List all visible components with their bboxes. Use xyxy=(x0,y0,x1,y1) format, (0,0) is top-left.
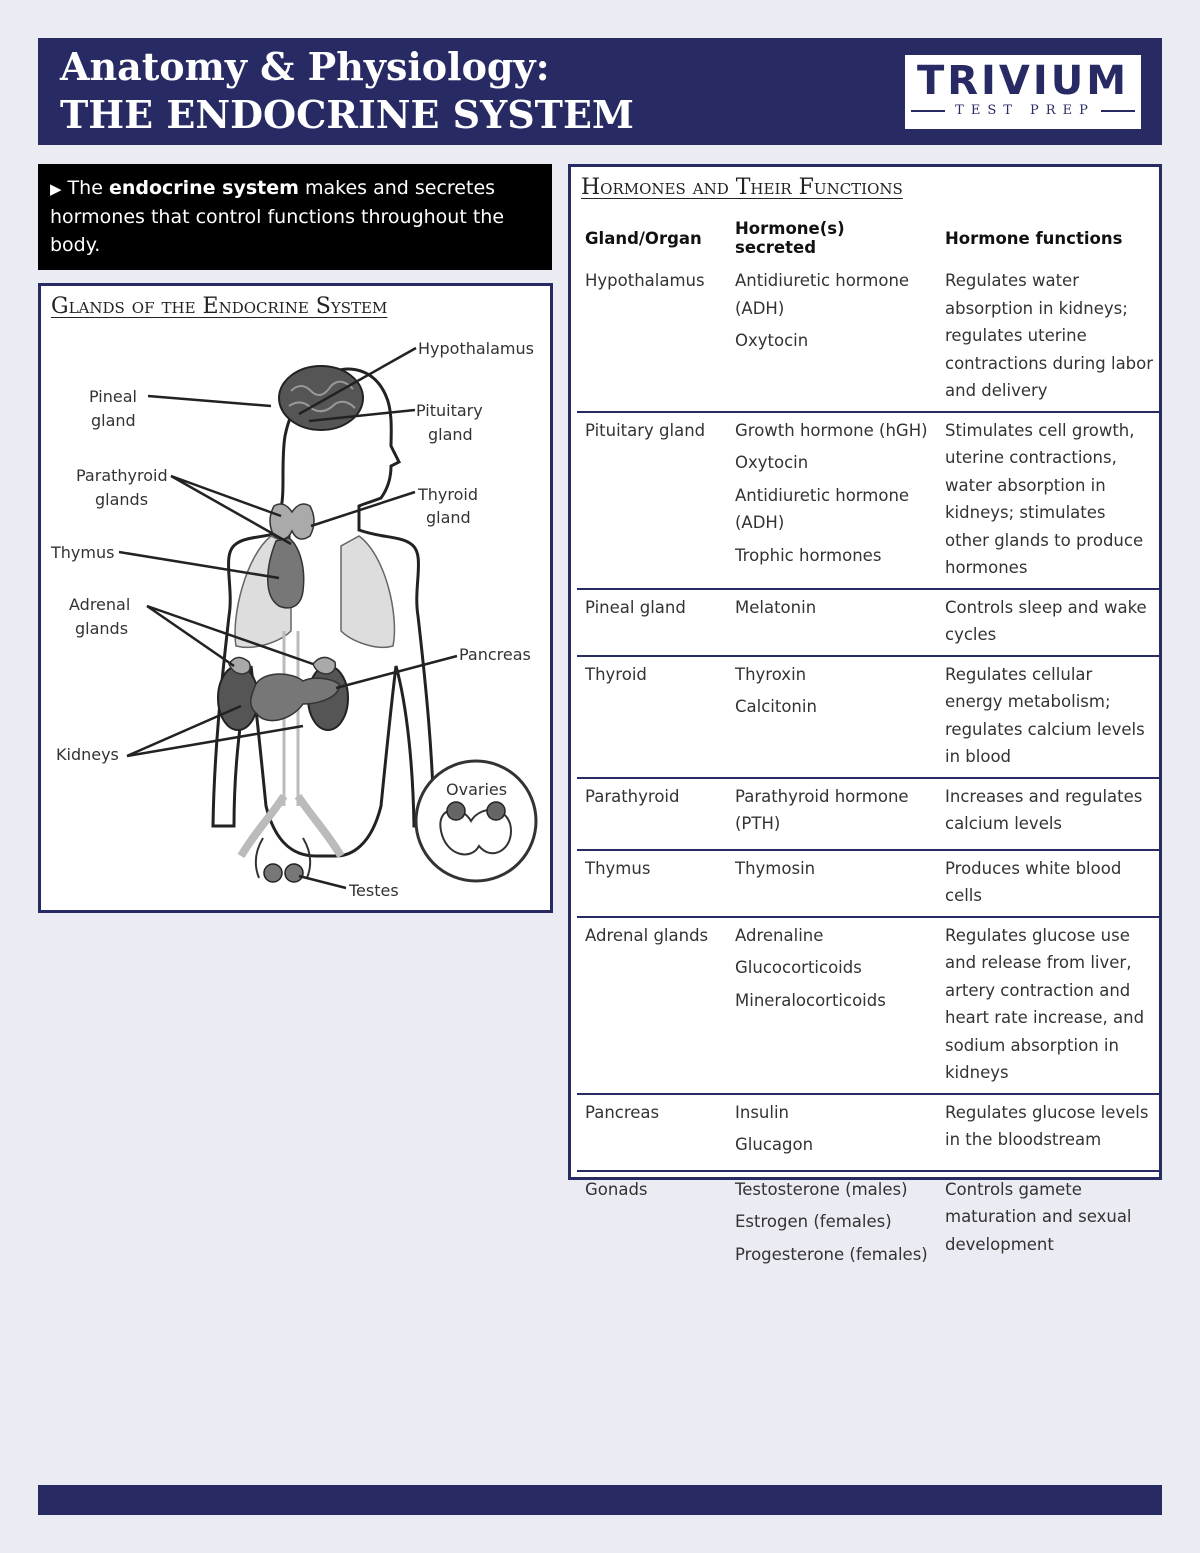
triangle-bullet-icon: ▶ xyxy=(50,180,62,198)
cell-hormones xyxy=(727,1094,937,1171)
right-testis xyxy=(285,864,303,882)
cell-gland: Parathyroid xyxy=(585,786,680,806)
cell-gland: Hypothalamus xyxy=(585,271,705,290)
cell-function: Produces white blood cells xyxy=(945,858,1122,905)
intro-rest: makes and secretes hormones that control functions throughout the body. xyxy=(50,177,505,256)
hormones-table-body xyxy=(577,263,1160,1279)
label-parathyroid-1: Parathyroid xyxy=(76,466,168,485)
glands-panel xyxy=(38,283,553,913)
logo-divider-left xyxy=(911,110,945,112)
hormone-name: Oxytocin xyxy=(735,331,809,350)
label-thyroid-1: Thyroid xyxy=(418,485,478,504)
cell-hormones xyxy=(727,412,937,589)
right-ovary xyxy=(487,802,505,820)
table-row xyxy=(577,589,1160,656)
thyroid-shape xyxy=(270,504,314,539)
logo-sub-row xyxy=(905,103,1141,118)
logo-divider-right xyxy=(1101,110,1135,112)
thymus-shape xyxy=(268,538,304,608)
column-header-gland: Gland/Organ xyxy=(585,228,702,248)
cell-function: Regulates cellular energy metabolism; regulates calcium levels in blood xyxy=(945,664,1145,766)
cell-hormones xyxy=(727,656,937,778)
cell-hormones xyxy=(727,589,937,656)
cell-function: Controls gamete maturation and sexual development xyxy=(945,1179,1132,1254)
intro-prefix: The xyxy=(67,177,109,199)
cell-hormones xyxy=(727,850,937,917)
column-header-hormones: Hormone(s) secreted xyxy=(735,219,845,257)
hormones-panel xyxy=(568,164,1162,1264)
cell-function: Regulates water absorption in kidneys; regulates uterine contractions during labor and delivery xyxy=(945,271,1154,400)
cell-gland: Adrenal glands xyxy=(585,925,709,945)
hormone-name: Glucagon xyxy=(735,1135,814,1154)
hormone-name: Growth hormone (hGH) xyxy=(735,420,928,440)
hormone-name: Oxytocin xyxy=(735,453,809,472)
hormone-name: Mineralocorticoids xyxy=(735,990,886,1010)
logo-sub-text: TEST PREP xyxy=(955,103,1095,118)
label-pancreas: Pancreas xyxy=(459,645,531,664)
cell-function: Increases and regulates calcium levels xyxy=(945,786,1143,833)
intro-bold-term: endocrine system xyxy=(108,177,299,199)
cell-function: Controls sleep and wake cycles xyxy=(945,597,1147,644)
table-row xyxy=(577,263,1160,412)
label-pituitary-2: gland xyxy=(428,425,473,444)
hormone-name: Insulin xyxy=(735,1102,790,1122)
cell-function: Stimulates cell growth, uterine contractions, water absorption in kidneys; stimulates other glands to produce hormones xyxy=(945,420,1144,577)
hormones-panel-title: Hormones and Their Functions xyxy=(581,175,903,200)
label-adrenal-2: glands xyxy=(75,619,129,638)
table-row xyxy=(577,1171,1160,1280)
cell-gland: Pituitary gland xyxy=(585,420,706,440)
hormone-name: Estrogen (females) xyxy=(735,1212,892,1231)
label-pineal-1: Pineal xyxy=(89,387,137,406)
endocrine-diagram xyxy=(41,286,550,910)
cell-hormones xyxy=(727,1171,937,1280)
table-row xyxy=(577,1094,1160,1171)
hormone-name: Testosterone (males) xyxy=(735,1179,908,1199)
label-ovaries: Ovaries xyxy=(446,780,508,799)
cell-gland: Thyroid xyxy=(585,664,647,684)
table-row xyxy=(577,656,1160,778)
hormone-name: Thyroxin xyxy=(735,664,807,684)
table-row xyxy=(577,412,1160,589)
page-title-line-2: THE ENDOCRINE SYSTEM xyxy=(60,92,634,137)
cell-gland: Pancreas xyxy=(585,1102,660,1122)
trivium-logo xyxy=(902,52,1144,132)
table-row xyxy=(577,778,1160,850)
cell-function: Regulates glucose use and release from liver, artery contraction and heart rate increase, and sodium absorption in kidneys xyxy=(945,925,1145,1082)
intro-callout xyxy=(38,164,552,270)
hormone-name: Parathyroid hormone (PTH) xyxy=(735,786,909,833)
label-pineal-2: gland xyxy=(91,411,136,430)
hormone-name: Antidiuretic hormone (ADH) xyxy=(735,485,910,532)
cell-gland: Gonads xyxy=(585,1179,648,1199)
label-thymus: Thymus xyxy=(51,543,115,562)
label-adrenal-1: Adrenal xyxy=(69,595,131,614)
label-pituitary-1: Pituitary xyxy=(416,401,483,420)
cell-gland: Pineal gland xyxy=(585,597,686,617)
table-header-row xyxy=(577,213,1160,263)
page-title-line-1: Anatomy & Physiology: xyxy=(60,44,550,89)
left-ovary xyxy=(447,802,465,820)
ovaries-inset xyxy=(416,761,536,881)
label-parathyroid-2: glands xyxy=(95,490,149,509)
glands-panel-title: Glands of the Endocrine System xyxy=(51,294,388,319)
hormone-name: Glucocorticoids xyxy=(735,958,862,977)
table-row xyxy=(577,917,1160,1094)
cell-function: Regulates glucose levels in the bloodstream xyxy=(945,1102,1149,1149)
label-kidneys: Kidneys xyxy=(56,745,119,764)
hormones-table xyxy=(577,213,1160,1279)
hormone-name: Trophic hormones xyxy=(735,545,882,565)
label-testes: Testes xyxy=(349,881,399,900)
hormone-name: Adrenaline xyxy=(735,925,824,945)
label-hypothalamus: Hypothalamus xyxy=(418,339,534,358)
hormone-name: Thymosin xyxy=(735,858,816,878)
cell-hormones xyxy=(727,778,937,850)
logo-main-text: TRIVIUM xyxy=(916,58,1130,104)
hormone-name: Progesterone (females) xyxy=(735,1244,928,1264)
label-thyroid-2: gland xyxy=(426,508,471,527)
cell-hormones xyxy=(727,917,937,1094)
page-footer-bar xyxy=(38,1485,1162,1515)
hormone-name: Melatonin xyxy=(735,597,817,617)
table-row xyxy=(577,850,1160,917)
page-header xyxy=(38,38,1162,145)
hormone-name: Antidiuretic hormone (ADH) xyxy=(735,271,910,318)
column-header-functions: Hormone functions xyxy=(945,228,1123,248)
cell-gland: Thymus xyxy=(585,858,651,878)
cell-hormones xyxy=(727,263,937,412)
hormone-name: Calcitonin xyxy=(735,697,817,716)
left-testis xyxy=(264,864,282,882)
right-lung xyxy=(341,536,394,647)
